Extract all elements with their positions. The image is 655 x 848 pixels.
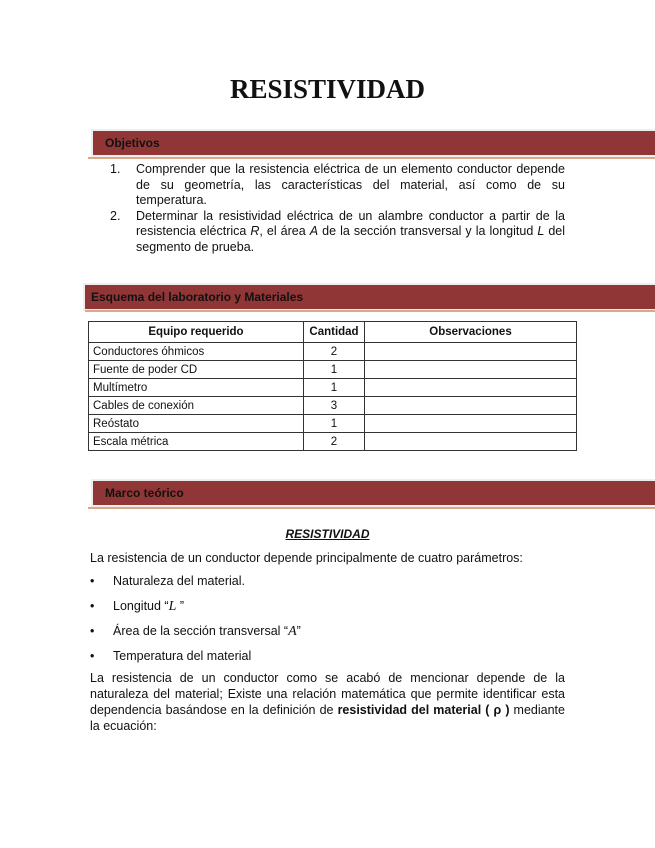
item-number: 2. [110, 208, 121, 223]
column-header: Cantidad [304, 322, 365, 343]
intro-paragraph: La resistencia de un conductor depende principalmente de cuatro parámetros: [90, 551, 523, 565]
section-title: Esquema del laboratorio y Materiales [91, 290, 304, 304]
divider [88, 157, 655, 159]
subsection-title: RESISTIVIDAD [285, 527, 370, 541]
cell: Fuente de poder CD [89, 361, 304, 379]
cell: 2 [304, 433, 365, 451]
list-item [110, 209, 565, 256]
cell [365, 415, 577, 433]
bullet-text: ” [179, 599, 185, 613]
text: de la sección transversal y la longitud [318, 224, 538, 238]
objectives-list [110, 162, 565, 255]
divider [85, 310, 655, 312]
table-row [89, 361, 577, 379]
cell: 2 [304, 343, 365, 361]
cell [365, 397, 577, 415]
section-header-objetivos [93, 131, 655, 155]
section-header-marco [93, 481, 655, 505]
cell [365, 379, 577, 397]
cell: Multímetro [89, 379, 304, 397]
item-number: 1. [110, 162, 121, 176]
bullet-item: • Temperatura del material [90, 649, 252, 663]
cell [365, 361, 577, 379]
bullet-text: Longitud “ [113, 599, 169, 613]
var-l: L [168, 599, 177, 614]
column-header: Equipo requerido [89, 322, 304, 343]
divider [88, 507, 655, 509]
bullet-text: Naturaleza del material. [113, 574, 246, 588]
cell: Reóstato [89, 415, 304, 433]
bullet-item: • Longitud “L ” [90, 599, 185, 614]
text: del segmento de prueba. [136, 224, 566, 254]
cell: 1 [304, 361, 365, 379]
var-r: R [250, 224, 260, 238]
text: , el área [259, 224, 310, 238]
table-row [89, 433, 577, 451]
page-title: RESISTIVIDAD [229, 74, 426, 104]
section-title: Objetivos [105, 136, 160, 150]
column-header: Observaciones [365, 322, 577, 343]
cell: 1 [304, 379, 365, 397]
section-header-esquema [85, 285, 655, 309]
var-l: L [537, 224, 545, 238]
var-a: A [309, 224, 319, 238]
section-title: Marco teórico [105, 486, 184, 500]
item-text: Comprender que la resistencia eléctrica de un elemento conductor depende de su geometría, las características del material, así como de su temperatura. [136, 162, 565, 207]
body-paragraph [90, 670, 565, 734]
bullet-item: • Naturaleza del material. [90, 574, 246, 588]
table-header-row [89, 322, 577, 343]
table-row [89, 379, 577, 397]
bold-term: resistividad del material ( ρ ) [337, 703, 510, 717]
text: mediante la ecuación: [90, 703, 565, 733]
table-row [89, 343, 577, 361]
table-row [89, 397, 577, 415]
text: La resistencia de un conductor como se acabó de mencionar depende de la naturaleza del material; Existe una relación matemática que permite identificar esta dependencia basándose en la definición de [90, 671, 565, 717]
cell [365, 433, 577, 451]
item-text [136, 209, 565, 256]
var-a: A [288, 624, 297, 639]
cell: 3 [304, 397, 365, 415]
materials-table [88, 321, 577, 451]
bullet-text: ” [296, 624, 301, 638]
cell [365, 343, 577, 361]
table-row [89, 415, 577, 433]
bullet-item: • Área de la sección transversal “A” [90, 624, 301, 639]
text: Determinar la resistividad eléctrica de un alambre conductor a partir de la resistencia eléctrica [136, 208, 565, 238]
bullet-text: Temperatura del material [113, 649, 252, 663]
cell: 1 [304, 415, 365, 433]
bullet-text: Área de la sección transversal “ [113, 624, 289, 638]
list-item [110, 162, 565, 209]
cell: Escala métrica [89, 433, 304, 451]
cell: Conductores óhmicos [89, 343, 304, 361]
cell: Cables de conexión [89, 397, 304, 415]
